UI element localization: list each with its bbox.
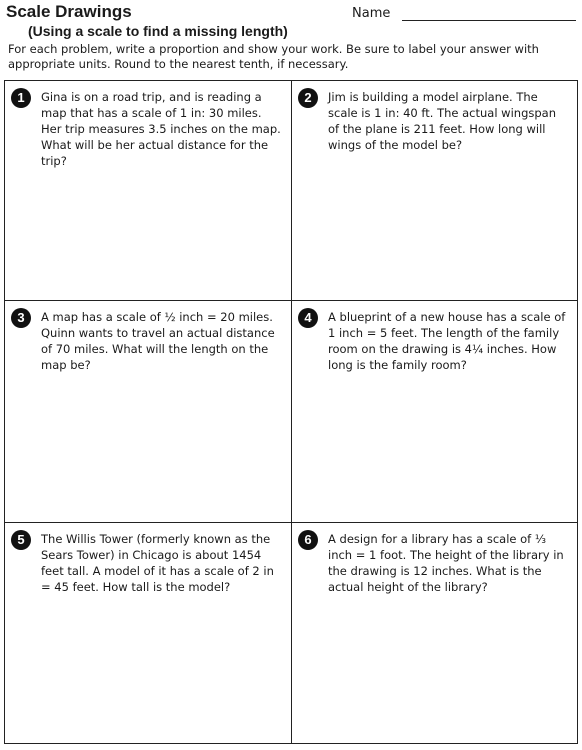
page-subtitle: (Using a scale to find a missing length) <box>28 23 288 39</box>
problem-text: A blueprint of a new house has a scale of 1 inch = 5 feet. The length of the family room on the drawing is 4¼ inches. How long is the family room? <box>328 310 566 372</box>
name-label: Name <box>352 6 391 21</box>
problem-box-5[interactable] <box>5 523 292 743</box>
problem-number-badge: 6 <box>298 530 318 550</box>
problem-text: Gina is on a road trip, and is reading a map that has a scale of 1 in: 30 miles. Her trip measures 3.5 inches on the map. What will be her actual distance for the trip? <box>41 90 281 168</box>
instructions: For each problem, write a proportion and show your work. Be sure to label your answer with appropriate units. Round to the nearest tenth, if necessary. <box>8 42 539 71</box>
problem-box-1[interactable] <box>5 81 292 301</box>
problem-number-badge: 5 <box>11 530 31 550</box>
problem-number-badge: 2 <box>298 88 318 108</box>
problem-box-4[interactable] <box>292 301 577 523</box>
problem-number-badge: 4 <box>298 308 318 328</box>
problem-box-3[interactable] <box>5 301 292 523</box>
problem-text: Jim is building a model airplane. The scale is 1 in: 40 ft. The actual wingspan of the plane is 211 feet. How long will wings of the model be? <box>328 90 556 152</box>
problem-number-badge: 1 <box>11 88 31 108</box>
problem-text: A design for a library has a scale of ⅓ inch = 1 foot. The height of the library in the drawing is 12 inches. What is the actual height of the library? <box>328 532 564 594</box>
name-field[interactable] <box>352 6 576 24</box>
problem-box-2[interactable] <box>292 81 577 301</box>
problem-grid <box>4 80 578 744</box>
name-blank-line[interactable] <box>402 20 576 21</box>
problem-box-6[interactable] <box>292 523 577 743</box>
problem-text: A map has a scale of ½ inch = 20 miles. Quinn wants to travel an actual distance of 70 miles. What will the length on the map be? <box>41 310 275 372</box>
problem-text: The Willis Tower (formerly known as the Sears Tower) in Chicago is about 1454 feet tall. A model of it has a scale of 2 in = 45 feet. How tall is the model? <box>41 532 274 594</box>
worksheet-header <box>6 2 576 46</box>
problem-number-badge: 3 <box>11 308 31 328</box>
page-title: Scale Drawings <box>6 2 132 21</box>
